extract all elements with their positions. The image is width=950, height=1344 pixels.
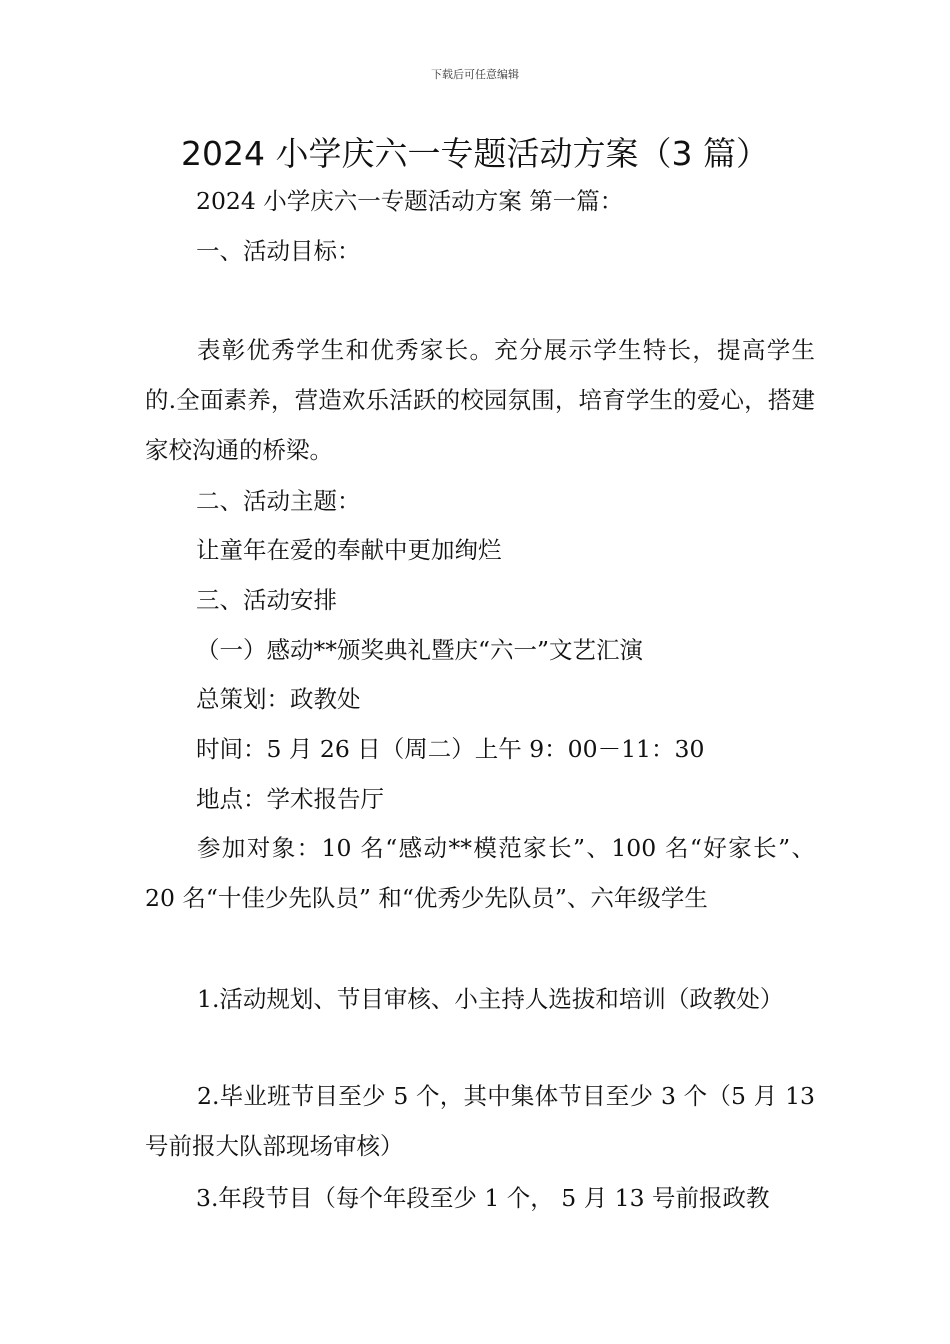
subsection-heading-ceremony: （一）感动**颁奖典礼暨庆“六一”文艺汇演 [196,636,644,664]
document-title: 2024 小学庆六一专题活动方案（3 篇） [181,134,769,173]
section-heading-arrangement: 三、活动安排 [196,586,337,614]
planner-line: 总策划：政教处 [196,685,361,713]
header-note: 下载后可任意编辑 [431,68,519,81]
goals-paragraph: 表彰优秀学生和优秀家长。充分展示学生特长，提高学生的.全面素养，营造欢乐活跃的校园氛围，培育学生的爱心，搭建家校沟通的桥梁。 [145,336,815,464]
theme-text: 让童年在爱的奉献中更加绚烂 [196,536,502,564]
list-item-3: 3.年段节目（每个年段至少 1 个， 5 月 13 号前报政教 [196,1184,770,1212]
section-heading-theme: 二、活动主题： [196,487,361,515]
participants-paragraph: 参加对象：10 名“感动**模范家长”、100 名“好家长”、 20 名“十佳少先队员” 和“优秀少先队员”、六年级学生 [145,834,815,912]
list-item-2: 2.毕业班节目至少 5 个，其中集体节目至少 3 个（5 月 13 号前报大队部现场审核） [145,1082,815,1160]
time-line: 时间：5 月 26 日（周二）上午 9：00－11：30 [196,735,705,763]
list-item-1: 1.活动规划、节目审核、小主持人选拔和培训（政教处） [197,985,784,1013]
place-line: 地点：学术报告厅 [196,785,384,813]
chapter-subtitle: 2024 小学庆六一专题活动方案 第一篇： [196,187,624,215]
section-heading-goals: 一、活动目标： [196,237,361,265]
